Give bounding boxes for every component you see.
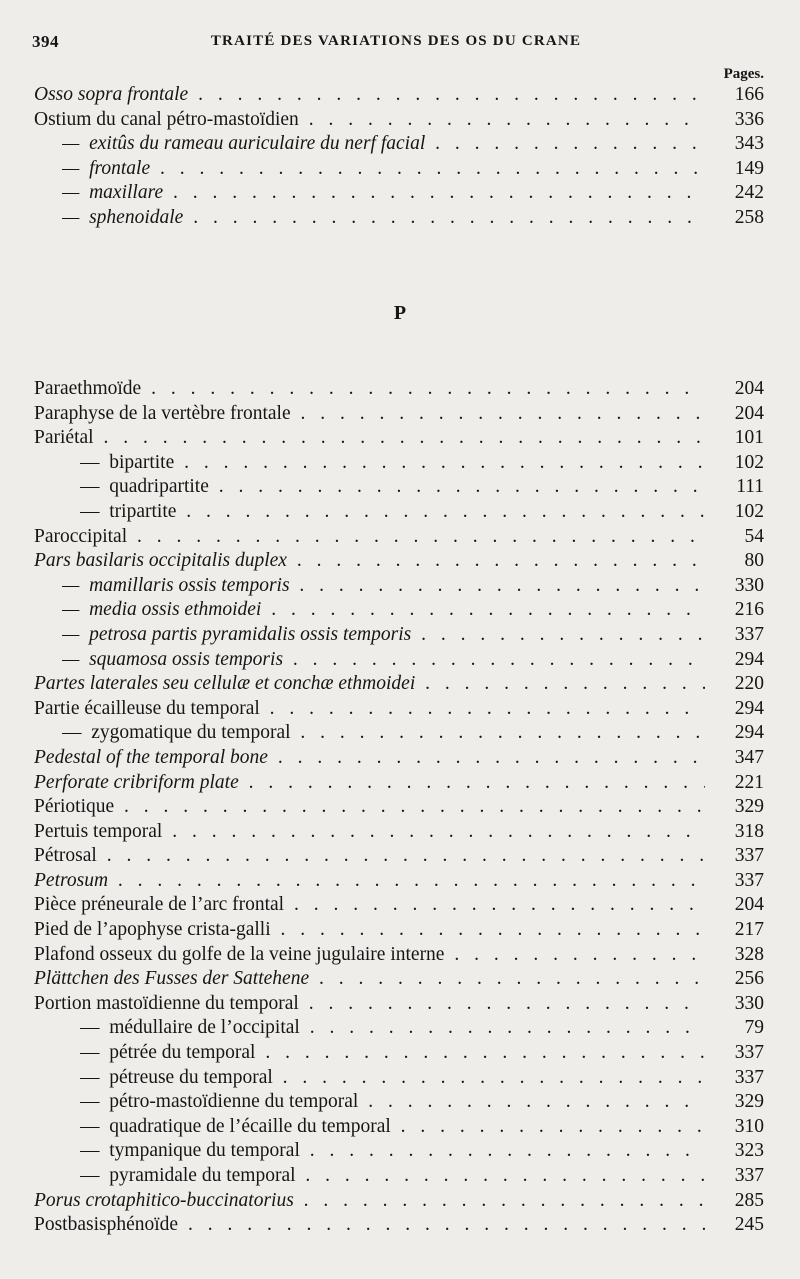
index-entry xyxy=(0,893,800,918)
entry-term: Plafond osseux du golfe de la veine jugulaire interne xyxy=(34,943,445,965)
entry-term: — médullaire de l’occipital xyxy=(80,1017,300,1039)
entry-term-with-leader xyxy=(80,451,705,476)
index-entry xyxy=(0,1213,800,1238)
index-entry xyxy=(0,672,800,697)
entry-term: Pièce préneurale de l’arc frontal xyxy=(34,894,285,916)
index-entry xyxy=(0,1139,800,1164)
entry-term: — quadripartite xyxy=(80,476,209,498)
entry-page-number: 337 xyxy=(734,1165,764,1186)
index-entry xyxy=(0,206,800,231)
entry-page-number: 217 xyxy=(734,919,764,941)
entry-term-with-leader xyxy=(80,1066,705,1091)
entry-page-number: 310 xyxy=(734,1115,764,1137)
entry-term: Pétrosal xyxy=(34,845,97,867)
index-entry xyxy=(0,844,800,869)
index-entry xyxy=(0,426,800,451)
entry-page-number: 221 xyxy=(734,771,764,793)
index-entry xyxy=(0,132,800,157)
entry-term-with-leader xyxy=(34,943,705,968)
page-header xyxy=(32,30,760,54)
index-entry xyxy=(0,1041,800,1066)
entry-term-with-leader xyxy=(34,1213,705,1238)
index-entry xyxy=(0,869,800,894)
entry-term: Petrosum xyxy=(34,869,109,891)
index-entry xyxy=(0,943,800,968)
entry-term: — pétrée du temporal xyxy=(80,1042,256,1064)
entry-page-number: 294 xyxy=(734,722,764,744)
entry-page-number: 242 xyxy=(734,182,764,204)
entry-term-with-leader xyxy=(80,1139,705,1164)
index-entry xyxy=(0,648,800,673)
index-section-o xyxy=(0,83,800,231)
running-title: TRAITÉ DES VARIATIONS DES OS DU CRANE xyxy=(210,33,582,49)
entry-page-number: 102 xyxy=(734,500,764,522)
entry-page-number: 343 xyxy=(734,133,764,155)
entry-term-with-leader xyxy=(62,132,705,157)
entry-page-number: 294 xyxy=(734,697,764,719)
entry-page-number: 216 xyxy=(734,599,764,621)
index-entry xyxy=(0,771,800,796)
entry-term: — pétreuse du temporal xyxy=(80,1066,273,1088)
entry-term: — squamosa ossis temporis xyxy=(62,648,284,670)
entry-term: Ostium du canal pétro-mastoïdien xyxy=(34,108,299,130)
entry-term-with-leader xyxy=(80,1090,705,1115)
index-entry xyxy=(0,1189,800,1214)
index-entry xyxy=(0,992,800,1017)
entry-term: Plättchen des Fusses der Sattehene xyxy=(34,968,310,990)
entry-page-number: 323 xyxy=(734,1140,764,1162)
entry-term-with-leader xyxy=(80,475,705,500)
entry-term: Pied de l’apophyse crista-galli xyxy=(34,919,271,941)
entry-page-number: 294 xyxy=(734,648,764,670)
index-entry xyxy=(0,795,800,820)
entry-term-with-leader xyxy=(34,820,705,845)
index-entry xyxy=(0,83,800,108)
entry-page-number: 204 xyxy=(734,378,764,399)
entry-page-number: 330 xyxy=(734,574,764,596)
index-entry xyxy=(0,574,800,599)
entry-term-with-leader xyxy=(62,648,705,673)
entry-page-number: 79 xyxy=(744,1017,764,1039)
entry-term: Pedestal of the temporal bone xyxy=(34,746,268,768)
index-entry xyxy=(0,1066,800,1091)
entry-page-number: 337 xyxy=(734,1042,764,1064)
entry-term: — tympanique du temporal xyxy=(80,1140,300,1162)
entry-term-with-leader xyxy=(62,157,705,182)
entry-term-with-leader xyxy=(34,108,705,133)
entry-page-number: 336 xyxy=(734,108,764,130)
entry-page-number: 245 xyxy=(734,1214,764,1236)
entry-term-with-leader xyxy=(34,426,705,451)
entry-page-number: 337 xyxy=(734,845,764,867)
entry-term: Pariétal xyxy=(34,427,94,449)
entry-term: — frontale xyxy=(62,157,151,179)
entry-page-number: 256 xyxy=(734,968,764,990)
entry-page-number: 258 xyxy=(734,206,764,228)
entry-term: — tripartite xyxy=(80,500,177,522)
entry-page-number: 337 xyxy=(734,1066,764,1088)
index-entry xyxy=(0,967,800,992)
entry-term-with-leader xyxy=(80,1115,705,1140)
entry-page-number: 204 xyxy=(734,894,764,916)
entry-term-with-leader xyxy=(34,1189,705,1214)
entry-term-with-leader xyxy=(34,918,705,943)
entry-term-with-leader xyxy=(62,598,705,623)
entry-term-with-leader xyxy=(34,549,705,574)
entry-page-number: 329 xyxy=(734,796,764,818)
entry-term-with-leader xyxy=(62,623,705,648)
entry-page-number: 220 xyxy=(734,673,764,695)
index-entry xyxy=(0,525,800,550)
entry-term: Paroccipital xyxy=(34,525,128,547)
entry-term: — maxillare xyxy=(62,182,164,204)
entry-page-number: 204 xyxy=(734,402,764,424)
entry-term-with-leader xyxy=(34,402,705,427)
entry-term-with-leader xyxy=(80,1164,705,1189)
entry-term-with-leader xyxy=(80,500,705,525)
entry-term-with-leader xyxy=(34,525,705,550)
index-entry xyxy=(0,181,800,206)
entry-term: — pétro-mastoïdienne du temporal xyxy=(80,1091,359,1113)
index-entry xyxy=(0,918,800,943)
index-entry xyxy=(0,475,800,500)
entry-page-number: 318 xyxy=(734,820,764,842)
entry-page-number: 337 xyxy=(734,623,764,645)
entry-term-with-leader xyxy=(62,181,705,206)
entry-term: — mamillaris ossis temporis xyxy=(62,574,290,596)
entry-term: Pertuis temporal xyxy=(34,820,163,842)
entry-term-with-leader xyxy=(34,893,705,918)
entry-term-with-leader xyxy=(34,844,705,869)
entry-term-with-leader xyxy=(62,721,705,746)
entry-term: — petrosa partis pyramidalis ossis temporis xyxy=(62,623,412,645)
entry-term-with-leader xyxy=(34,746,705,771)
entry-page-number: 347 xyxy=(734,746,764,768)
index-entry xyxy=(0,598,800,623)
entry-term: — sphenoidale xyxy=(62,206,184,228)
index-entry xyxy=(0,746,800,771)
entry-term-with-leader xyxy=(80,1041,705,1066)
entry-term: — zygomatique du temporal xyxy=(62,722,291,744)
index-entry xyxy=(0,1090,800,1115)
pages-column-label: Pages. xyxy=(723,66,764,82)
entry-term: Partes laterales seu cellulæ et conchæ ethmoidei xyxy=(34,673,416,695)
entry-page-number: 337 xyxy=(734,869,764,891)
section-letter-heading: P xyxy=(393,302,407,324)
entry-term-with-leader xyxy=(34,83,705,108)
entry-term: — pyramidale du temporal xyxy=(80,1165,296,1186)
entry-page-number: 111 xyxy=(736,476,764,498)
index-entry xyxy=(0,623,800,648)
entry-term-with-leader xyxy=(34,377,705,402)
entry-page-number: 285 xyxy=(734,1189,764,1211)
index-entry xyxy=(0,1115,800,1140)
index-entry xyxy=(0,1016,800,1041)
entry-term: — exitûs du rameau auriculaire du nerf facial xyxy=(62,133,426,155)
entry-page-number: 149 xyxy=(734,157,764,179)
entry-term: Paraphyse de la vertèbre frontale xyxy=(34,402,291,424)
index-entry xyxy=(0,157,800,182)
entry-term-with-leader xyxy=(34,869,705,894)
page-number: 394 xyxy=(32,32,59,51)
entry-term: — bipartite xyxy=(80,451,175,473)
entry-page-number: 166 xyxy=(734,84,764,105)
index-entry xyxy=(0,500,800,525)
entry-page-number: 102 xyxy=(734,451,764,473)
index-entry xyxy=(0,1164,800,1189)
entry-term: Porus crotaphitico-buccinatorius xyxy=(34,1189,294,1211)
entry-term: Paraethmoïde xyxy=(34,378,142,399)
entry-term-with-leader xyxy=(34,697,705,722)
index-entry xyxy=(0,451,800,476)
index-entry xyxy=(0,820,800,845)
entry-term-with-leader xyxy=(34,771,705,796)
entry-page-number: 329 xyxy=(734,1091,764,1113)
entry-page-number: 80 xyxy=(744,550,764,572)
index-entry xyxy=(0,549,800,574)
index-entry xyxy=(0,721,800,746)
entry-term: — media ossis ethmoidei xyxy=(62,599,262,621)
index-entry xyxy=(0,402,800,427)
entry-page-number: 328 xyxy=(734,943,764,965)
entry-term-with-leader xyxy=(34,992,705,1017)
entry-term-with-leader xyxy=(34,672,705,697)
entry-term-with-leader xyxy=(80,1016,705,1041)
entry-term-with-leader xyxy=(34,967,705,992)
entry-page-number: 101 xyxy=(734,427,764,449)
entry-term: Périotique xyxy=(34,796,115,818)
entry-term-with-leader xyxy=(34,795,705,820)
entry-term: Perforate cribriform plate xyxy=(34,771,239,793)
entry-term: — quadratique de l’écaille du temporal xyxy=(80,1115,391,1137)
index-section-p xyxy=(0,377,800,1238)
index-entry xyxy=(0,697,800,722)
entry-term-with-leader xyxy=(62,574,705,599)
entry-term: Partie écailleuse du temporal xyxy=(34,697,260,719)
entry-term: Postbasisphénoïde xyxy=(34,1214,179,1236)
entry-term: Pars basilaris occipitalis duplex xyxy=(34,550,287,572)
entry-term-with-leader xyxy=(62,206,705,231)
index-entry xyxy=(0,377,800,402)
entry-page-number: 330 xyxy=(734,992,764,1014)
entry-term: Portion mastoïdienne du temporal xyxy=(34,992,299,1014)
entry-term: Osso sopra frontale xyxy=(34,84,189,105)
entry-page-number: 54 xyxy=(744,525,764,547)
index-entry xyxy=(0,108,800,133)
